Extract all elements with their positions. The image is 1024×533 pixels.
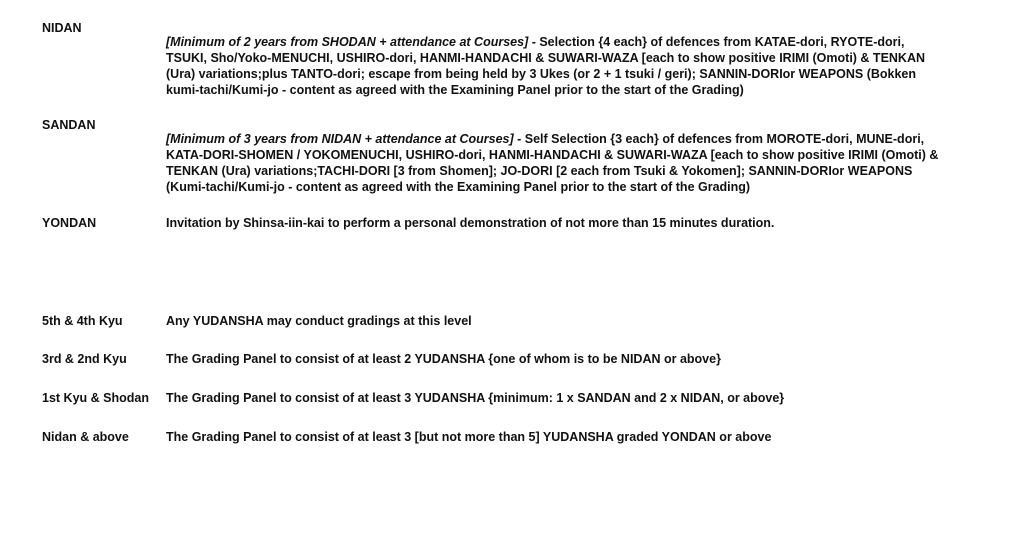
requirement-line: kumi-tachi/Kumi-jo - content as agreed with the Examining Panel prior to the start of the Grading) bbox=[166, 83, 744, 97]
minimum-period-note: [Minimum of 2 years from SHODAN + attendance at Courses] bbox=[166, 35, 529, 49]
panel-level-5th-4th-kyu: 5th & 4th Kyu bbox=[42, 314, 123, 328]
panel-level-3rd-2nd-kyu: 3rd & 2nd Kyu bbox=[42, 352, 127, 366]
panel-rule-nidan-above: The Grading Panel to consist of at least 3 [but not more than 5] YUDANSHA graded YONDAN or above bbox=[166, 430, 772, 444]
requirement-text: - Selection {4 each} of defences from KATAE-dori, RYOTE-dori, bbox=[528, 35, 905, 49]
requirement-text: - Self Selection {3 each} of defences from MOROTE-dori, MUNE-dori, bbox=[513, 132, 925, 146]
grade-requirements-sandan bbox=[166, 131, 1016, 195]
requirement-line bbox=[166, 131, 1016, 147]
grade-name-nidan: NIDAN bbox=[42, 21, 82, 35]
requirement-line: (Ura) variations;plus TANTO-dori; escape from being held by 3 Ukes (or 2 + 1 tsuki / geri); SANNIN-DORIor WEAPONS (Bokken bbox=[166, 67, 917, 81]
requirement-line: (Kumi-tachi/Kumi-jo - content as agreed with the Examining Panel prior to the start of the Grading) bbox=[166, 180, 751, 194]
requirement-line: KATA-DORI-SHOMEN / YOKOMENUCHI, USHIRO-dori, HANMI-HANDACHI & SUWARI-WAZA [each to show positive IRIMI (Omoti) & bbox=[166, 148, 939, 162]
grade-requirements-nidan bbox=[166, 34, 1016, 98]
grade-name-yondan: YONDAN bbox=[42, 216, 97, 230]
panel-rule-1st-kyu-shodan: The Grading Panel to consist of at least 3 YUDANSHA {minimum: 1 x SANDAN and 2 x NIDAN, or above} bbox=[166, 391, 785, 405]
requirement-line: TSUKI, Sho/Yoko-MENUCHI, USHIRO-dori, HANMI-HANDACHI & SUWARI-WAZA [each to show positive IRIMI (Omoti) & TENKAN bbox=[166, 51, 926, 65]
grade-requirements-yondan: Invitation by Shinsa-iin-kai to perform a personal demonstration of not more than 15 minutes duration. bbox=[166, 216, 775, 230]
panel-rule-5th-4th-kyu: Any YUDANSHA may conduct gradings at this level bbox=[166, 314, 472, 328]
panel-rule-3rd-2nd-kyu: The Grading Panel to consist of at least 2 YUDANSHA {one of whom is to be NIDAN or above} bbox=[166, 352, 721, 366]
panel-level-1st-kyu-shodan: 1st Kyu & Shodan bbox=[42, 391, 149, 405]
requirement-line bbox=[166, 34, 1016, 50]
grade-name-sandan: SANDAN bbox=[42, 118, 96, 132]
minimum-period-note: [Minimum of 3 years from NIDAN + attendance at Courses] bbox=[166, 132, 514, 146]
panel-level-nidan-above: Nidan & above bbox=[42, 430, 129, 444]
requirement-line: TENKAN (Ura) variations;TACHI-DORI [3 from Shomen]; JO-DORI [2 each from Tsuki & Yokomen]; SANNIN-DORIor WEAPONS bbox=[166, 164, 913, 178]
